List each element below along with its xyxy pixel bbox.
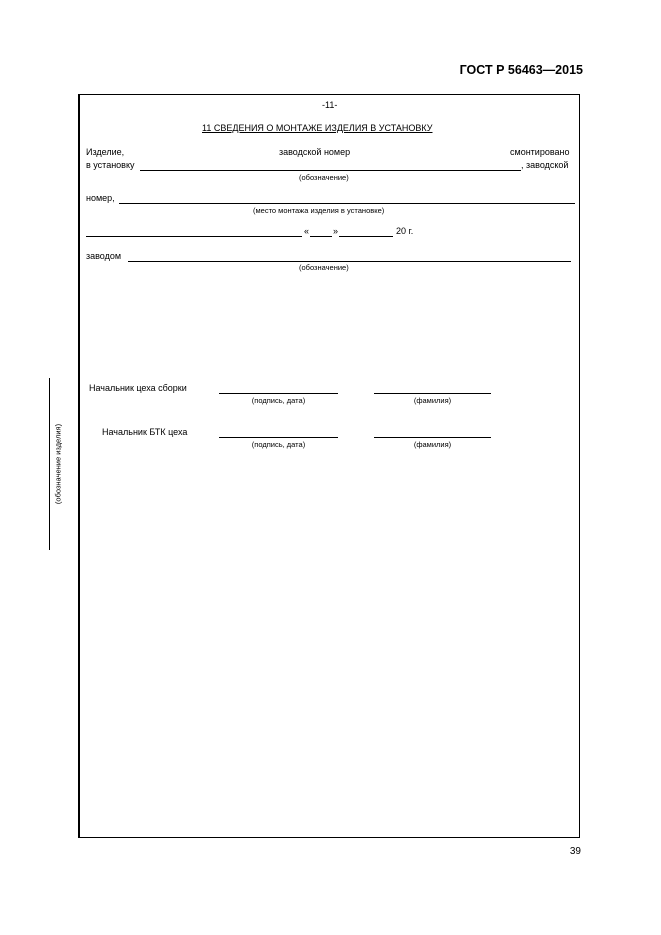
- caption-signature-2: (подпись, дата): [251, 440, 306, 449]
- plant-line[interactable]: [128, 261, 571, 262]
- form-title: 11 СВЕДЕНИЯ О МОНТАЖЕ ИЗДЕЛИЯ В УСТАНОВКУ: [202, 123, 433, 133]
- signature-line-1[interactable]: [219, 393, 338, 394]
- label-factory-tail: , заводской: [521, 160, 569, 170]
- label-factory-number: заводской номер: [279, 147, 351, 157]
- designation-line[interactable]: [140, 170, 521, 171]
- date-blank-line[interactable]: [86, 236, 302, 237]
- day-line[interactable]: [310, 236, 332, 237]
- month-line[interactable]: [339, 236, 393, 237]
- caption-signature-1: (подпись, дата): [251, 396, 306, 405]
- label-mounted: смонтировано: [510, 147, 570, 157]
- name-line-2[interactable]: [374, 437, 491, 438]
- standard-number: ГОСТ Р 56463—2015: [459, 63, 583, 77]
- caption-plant-designation: (обозначение): [299, 263, 349, 272]
- date-close-quote: »: [333, 226, 339, 236]
- role-assembly-head: Начальник цеха сборки: [89, 383, 187, 393]
- caption-designation: (обозначение): [299, 173, 349, 182]
- side-caption-designation: (обозначение изделия): [53, 423, 63, 505]
- label-izdelie: Изделие,: [86, 147, 125, 157]
- year-label: 20 г.: [396, 226, 414, 236]
- place-line[interactable]: [119, 203, 575, 204]
- caption-place: (место монтажа изделия в установке): [253, 206, 385, 215]
- role-quality-head: Начальник БТК цеха: [102, 427, 188, 437]
- side-divider: [49, 378, 50, 550]
- label-into-installation: в установку: [86, 160, 135, 170]
- date-open-quote: «: [304, 226, 310, 236]
- page-marker: -11-: [322, 100, 338, 110]
- signature-line-2[interactable]: [219, 437, 338, 438]
- caption-name-1: (фамилия): [413, 396, 452, 405]
- caption-name-2: (фамилия): [413, 440, 452, 449]
- label-nomer: номер,: [86, 193, 115, 203]
- page-number: 39: [569, 846, 581, 857]
- name-line-1[interactable]: [374, 393, 491, 394]
- label-zavodom: заводом: [86, 251, 122, 261]
